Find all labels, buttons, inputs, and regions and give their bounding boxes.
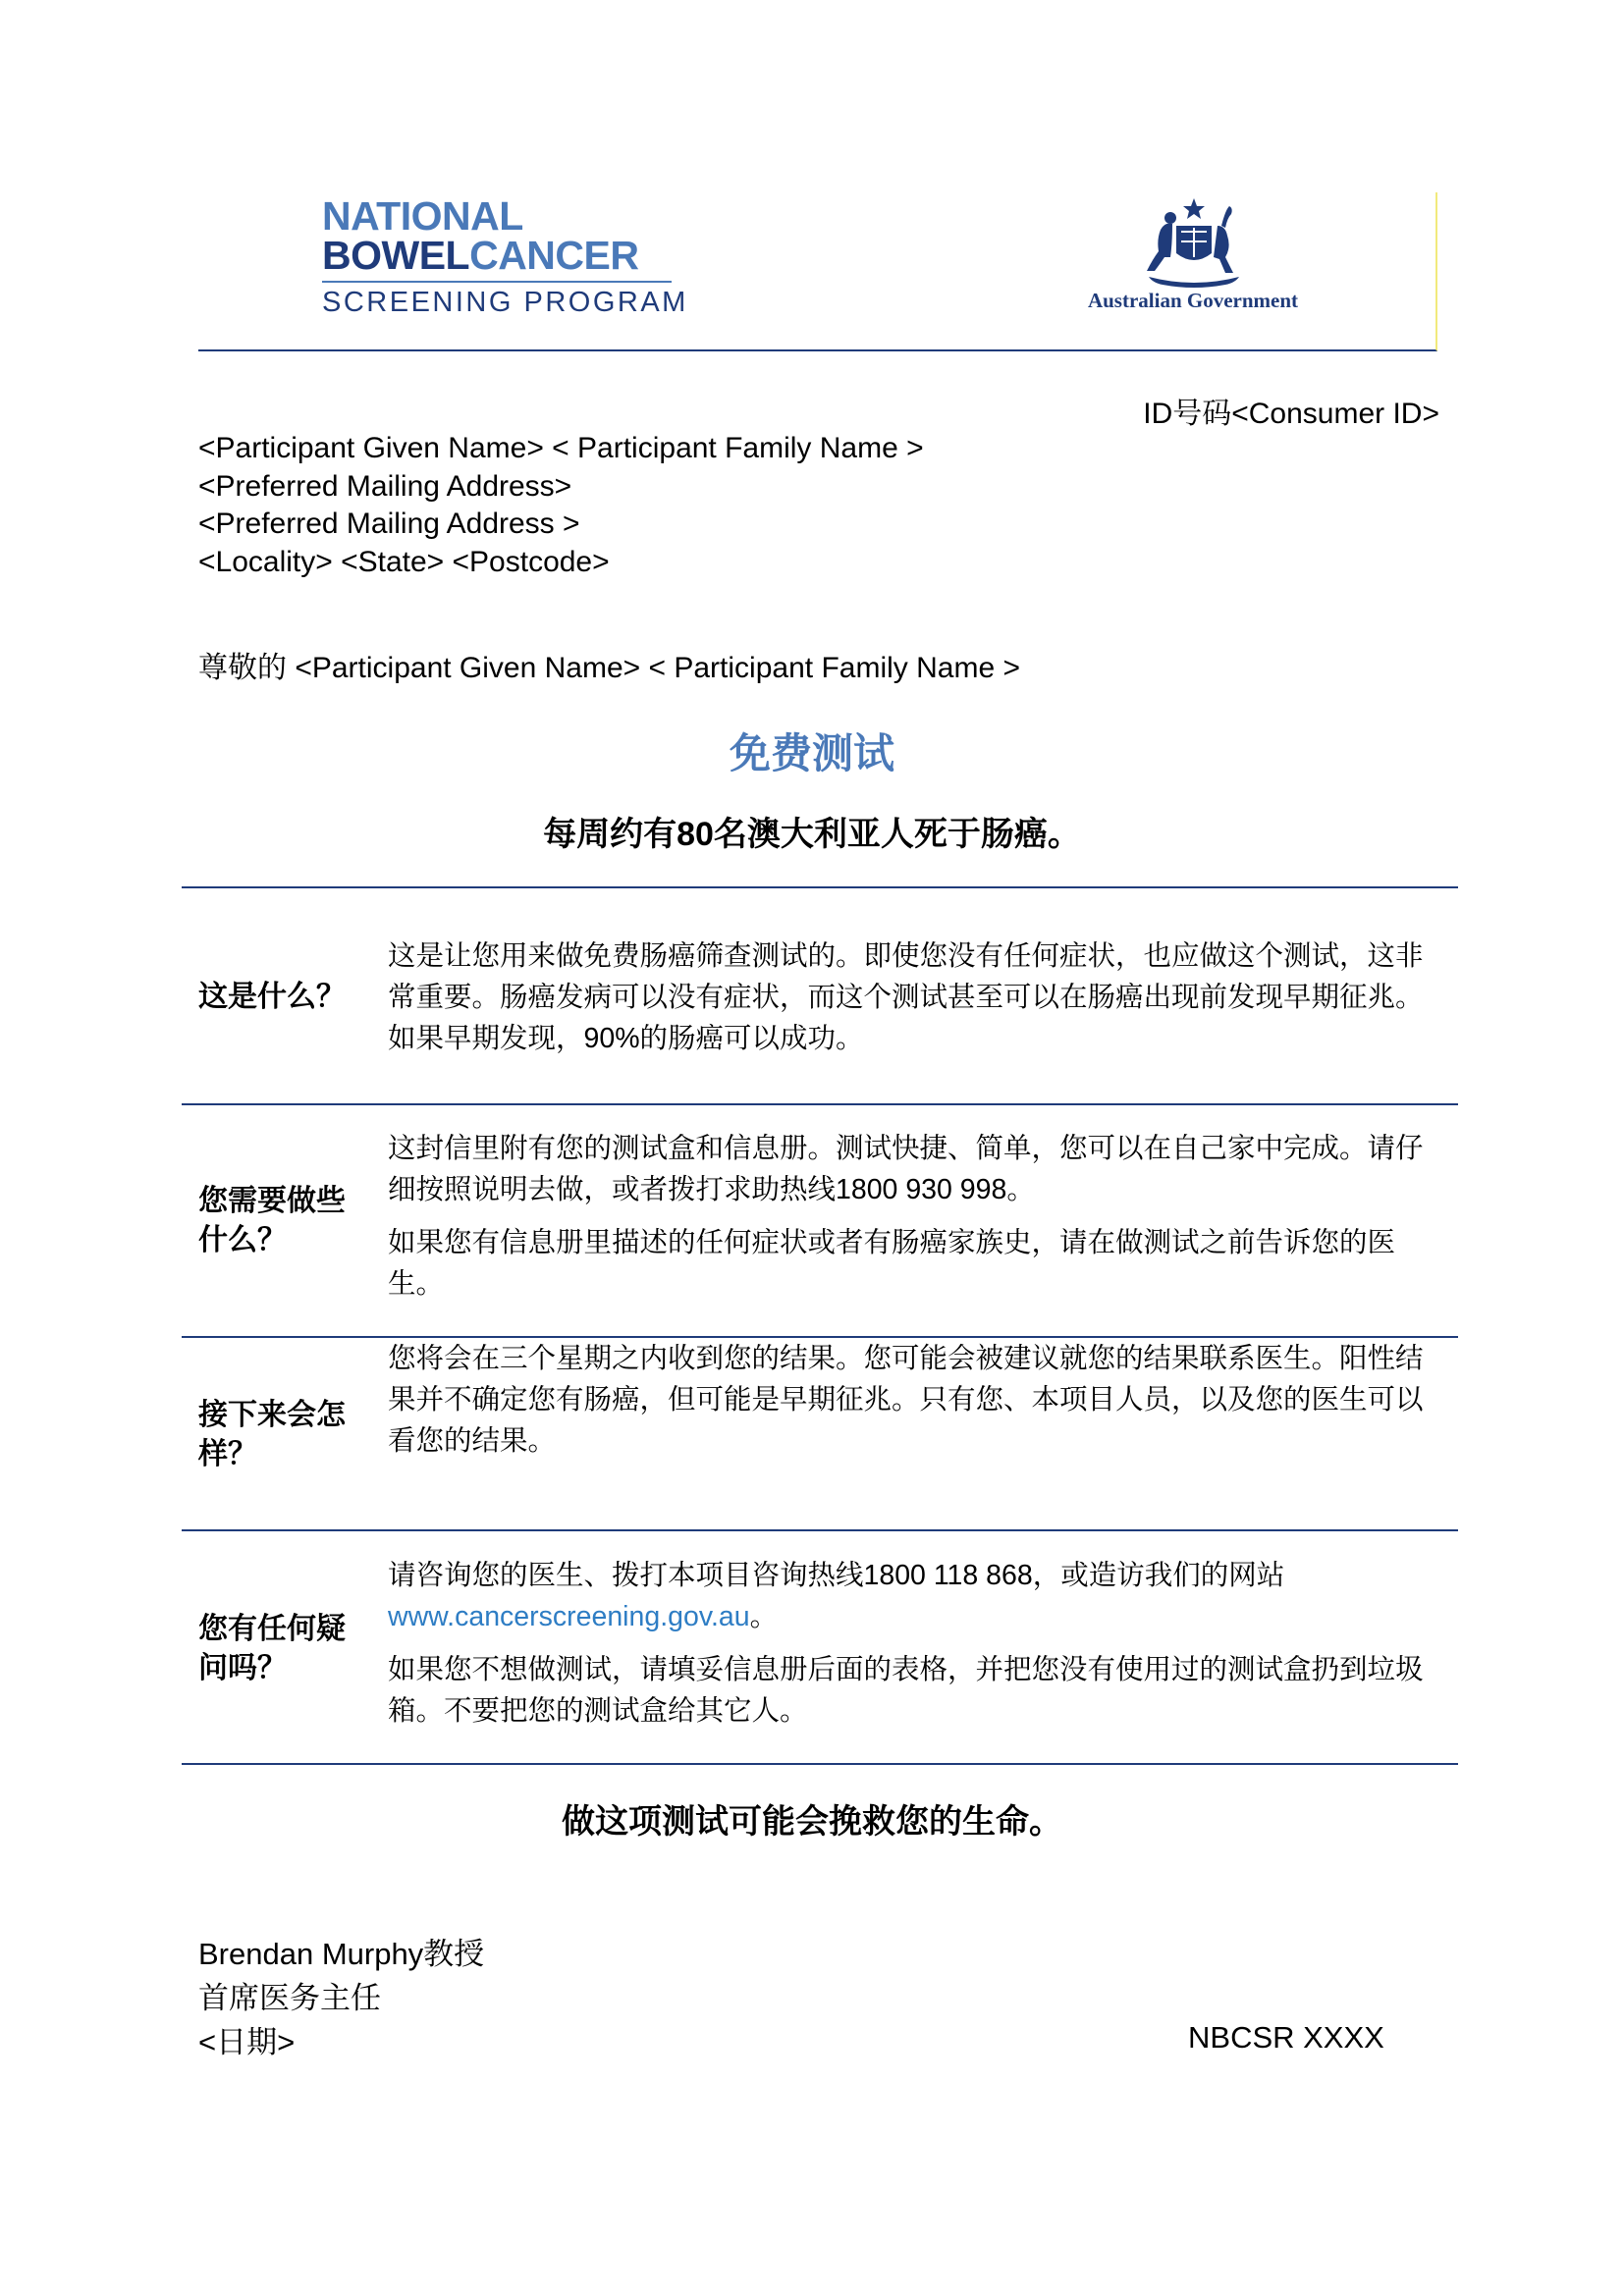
address-locality: <Locality> <State> <Postcode> [198, 545, 610, 578]
section-body-what [388, 935, 1429, 1071]
closing-statement: 做这项测试可能会挽救您的生命。 [562, 1803, 1062, 1841]
logo-divider [322, 281, 672, 283]
website-link[interactable]: www.cancerscreening.gov.au [388, 1601, 750, 1632]
consumer-id: ID号码<Consumer ID> [1143, 398, 1439, 430]
section-paragraph: 请咨询您的医生、拨打本项目咨询热线1800 118 868，或造访我们的网站www.cancerscreening.gov.au。 [388, 1560, 1285, 1632]
section-label-what: 这是什么？ [198, 981, 346, 1013]
section-paragraph: 这是让您用来做免费肠癌筛查测试的。即使您没有任何症状，也应做这个测试，这非常重要。肠癌发病可以没有症状，而这个测试甚至可以在肠癌出现前发现早期征兆。如果早期发现，90%的肠癌可以成功。 [388, 940, 1424, 1054]
letter-date: <日期> [198, 2025, 296, 2059]
section-body-questions [388, 1555, 1429, 1743]
address-name: <Participant Given Name> < Participant Family Name > [198, 432, 924, 464]
section-body-next [388, 1338, 1429, 1473]
subtitle: 每周约有80名澳大利亚人死于肠癌。 [543, 816, 1081, 853]
signatory-role: 首席医务主任 [198, 1981, 381, 2015]
address-block [198, 430, 924, 581]
logo-line-national: NATIONAL [322, 193, 523, 239]
section-divider [182, 1763, 1458, 1765]
section-label-next: 接下来会怎样？ [198, 1399, 346, 1470]
coat-of-arms-icon [1127, 196, 1261, 290]
section-body-todo [388, 1128, 1429, 1316]
section-label-todo: 您需要做些什么？ [198, 1185, 346, 1256]
nbcsp-logo [322, 193, 688, 319]
section-paragraph: 如果您有信息册里描述的任何症状或者有肠癌家族史，请在做测试之前告诉您的医生。 [388, 1227, 1396, 1300]
section-paragraph: 如果您不想做测试，请填妥信息册后面的表格，并把您没有使用过的测试盒扔到垃圾箱。不要把您的测试盒给其它人。 [388, 1654, 1424, 1727]
government-wordmark: Australian Government [1087, 289, 1299, 312]
address-mailing-2: <Preferred Mailing Address > [198, 507, 580, 540]
reference-code: NBCSR XXXX [1188, 2020, 1384, 2055]
section-divider [182, 886, 1458, 888]
page-title: 免费测试 [729, 730, 894, 776]
section-divider [182, 1103, 1458, 1105]
logo-line-bowelcancer: BOWELCANCER [322, 233, 639, 278]
signature-block [198, 1932, 484, 2064]
greeting: 尊敬的 <Participant Given Name> < Participant Family Name > [198, 652, 1020, 684]
signatory-name: Brendan Murphy教授 [198, 1937, 485, 1971]
section-paragraph: 这封信里附有您的测试盒和信息册。测试快捷、简单，您可以在自己家中完成。请仔细按照说明去做，或者拨打求助热线1800 930 998。 [388, 1133, 1424, 1205]
section-paragraph: 您将会在三个星期之内收到您的结果。您可能会被建议就您的结果联系医生。阳性结果并不确定您有肠癌，但可能是早期征兆。只有您、本项目人员，以及您的医生可以看您的结果。 [388, 1343, 1424, 1457]
logo-line-screening: SCREENING PROGRAM [322, 287, 688, 318]
section-label-questions: 您有任何疑问吗？ [198, 1613, 346, 1684]
address-mailing-1: <Preferred Mailing Address> [198, 469, 572, 503]
section-divider [182, 1529, 1458, 1531]
